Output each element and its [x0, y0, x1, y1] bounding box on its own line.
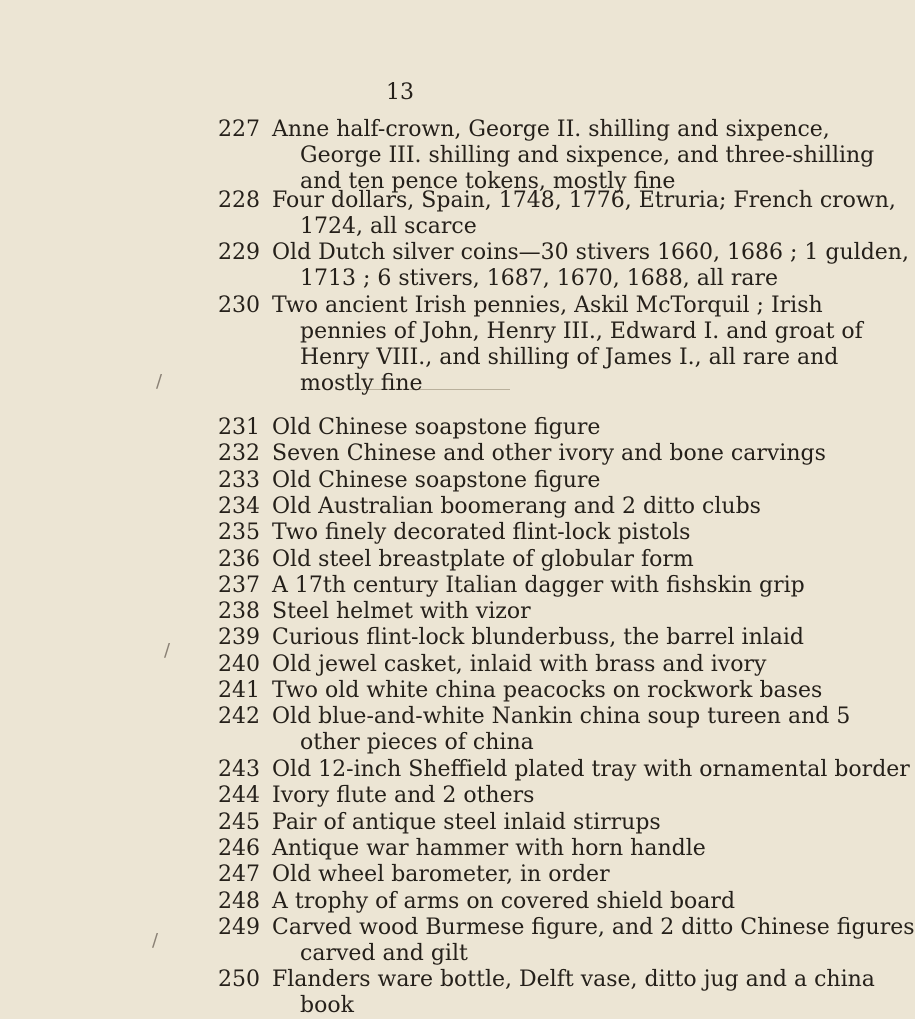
description-line: Ivory flute and 2 others	[272, 783, 535, 808]
lot-description	[272, 783, 772, 809]
lot-description	[272, 599, 772, 625]
description-line: other pieces of china	[300, 730, 534, 755]
description-line: Old Chinese soapstone figure	[272, 415, 601, 440]
lot-description	[272, 240, 909, 292]
lot-number: 235	[218, 520, 260, 545]
lot-description	[272, 967, 875, 1019]
lot-description	[272, 862, 772, 888]
page-number: 13	[386, 80, 414, 105]
description-line: Two old white china peacocks on rockwork bases	[272, 678, 823, 703]
lot-description	[272, 573, 805, 599]
lot-description	[272, 520, 772, 546]
lot-number: 247	[218, 862, 260, 887]
lot-number: 245	[218, 810, 260, 835]
pencil-mark: /	[164, 640, 171, 661]
description-line: Seven Chinese and other ivory and bone carvings	[272, 441, 826, 466]
lot-number: 244	[218, 783, 260, 808]
description-line: book	[300, 993, 354, 1018]
lot-number: 239	[218, 625, 260, 650]
description-line: Pair of antique steel inlaid stirrups	[272, 810, 661, 835]
description-line: carved and gilt	[300, 941, 468, 966]
description-line: Old Chinese soapstone figure	[272, 468, 601, 493]
lot-description	[272, 441, 826, 467]
pencil-mark: /	[156, 371, 163, 392]
lot-description	[272, 678, 823, 704]
description-line: Steel helmet with vizor	[272, 599, 531, 624]
lot-number: 237	[218, 573, 260, 598]
description-line: Henry VIII., and shilling of James I., all rare and	[300, 345, 839, 370]
description-line: Two finely decorated flint-lock pistols	[272, 520, 691, 545]
description-line: Old jewel casket, inlaid with brass and ivory	[272, 652, 767, 677]
lot-description	[272, 757, 910, 783]
description-line: Four dollars, Spain, 1748, 1776, Etruria; French crown,	[272, 188, 896, 213]
description-line: mostly fine	[300, 371, 423, 396]
lot-description	[272, 468, 772, 494]
lot-description	[272, 915, 915, 967]
lot-description	[272, 494, 772, 520]
lot-description	[272, 117, 875, 195]
description-line: Old Australian boomerang and 2 ditto clubs	[272, 494, 761, 519]
lot-description	[272, 415, 772, 441]
lot-number: 250	[218, 967, 260, 992]
description-line: Carved wood Burmese figure, and 2 ditto Chinese figures	[272, 915, 915, 940]
lot-number: 240	[218, 652, 260, 677]
lot-description	[272, 704, 851, 756]
lot-number: 228	[218, 188, 260, 213]
lot-number: 248	[218, 889, 260, 914]
pencil-mark: /	[152, 930, 159, 951]
description-line: pennies of John, Henry III., Edward I. and groat of	[300, 319, 863, 344]
lot-number: 238	[218, 599, 260, 624]
description-line: George III. shilling and sixpence, and three-shilling	[300, 143, 875, 168]
description-line: Old blue-and-white Nankin china soup tureen and 5	[272, 704, 851, 729]
lot-number: 230	[218, 293, 260, 318]
lot-number: 236	[218, 547, 260, 572]
lot-description	[272, 547, 772, 573]
description-line: Anne half-crown, George II. shilling and sixpence,	[272, 117, 830, 142]
lot-number: 234	[218, 494, 260, 519]
lot-description	[272, 810, 772, 836]
description-line: and ten pence tokens, mostly fine	[300, 169, 676, 194]
lot-description	[272, 188, 896, 240]
lot-description	[272, 625, 805, 651]
lot-description	[272, 293, 863, 397]
lot-description	[272, 889, 772, 915]
description-line: Old wheel barometer, in order	[272, 862, 610, 887]
lot-number: 241	[218, 678, 260, 703]
lot-number: 242	[218, 704, 260, 729]
description-line: Curious flint-lock blunderbuss, the barrel inlaid	[272, 625, 805, 650]
description-line: A 17th century Italian dagger with fishskin grip	[272, 573, 805, 598]
description-line: Old 12-inch Sheffield plated tray with ornamental border	[272, 757, 910, 782]
lot-number: 246	[218, 836, 260, 861]
description-line: Old steel breastplate of globular form	[272, 547, 694, 572]
lot-number: 227	[218, 117, 260, 142]
lot-number: 229	[218, 240, 260, 265]
description-line: A trophy of arms on covered shield board	[272, 889, 736, 914]
lot-number: 249	[218, 915, 260, 940]
description-line: 1713 ; 6 stivers, 1687, 1670, 1688, all rare	[300, 266, 779, 291]
lot-number: 232	[218, 441, 260, 466]
lot-description	[272, 652, 772, 678]
description-line: Antique war hammer with horn handle	[272, 836, 706, 861]
lot-number: 243	[218, 757, 260, 782]
description-line: Flanders ware bottle, Delft vase, ditto jug and a china	[272, 967, 875, 992]
description-line: 1724, all scarce	[300, 214, 477, 239]
description-line: Two ancient Irish pennies, Askil McTorquil ; Irish	[272, 293, 823, 318]
lot-description	[272, 836, 772, 862]
lot-number: 233	[218, 468, 260, 493]
description-line: Old Dutch silver coins—30 stivers 1660, 1686 ; 1 gulden,	[272, 240, 909, 265]
lot-number: 231	[218, 415, 260, 440]
